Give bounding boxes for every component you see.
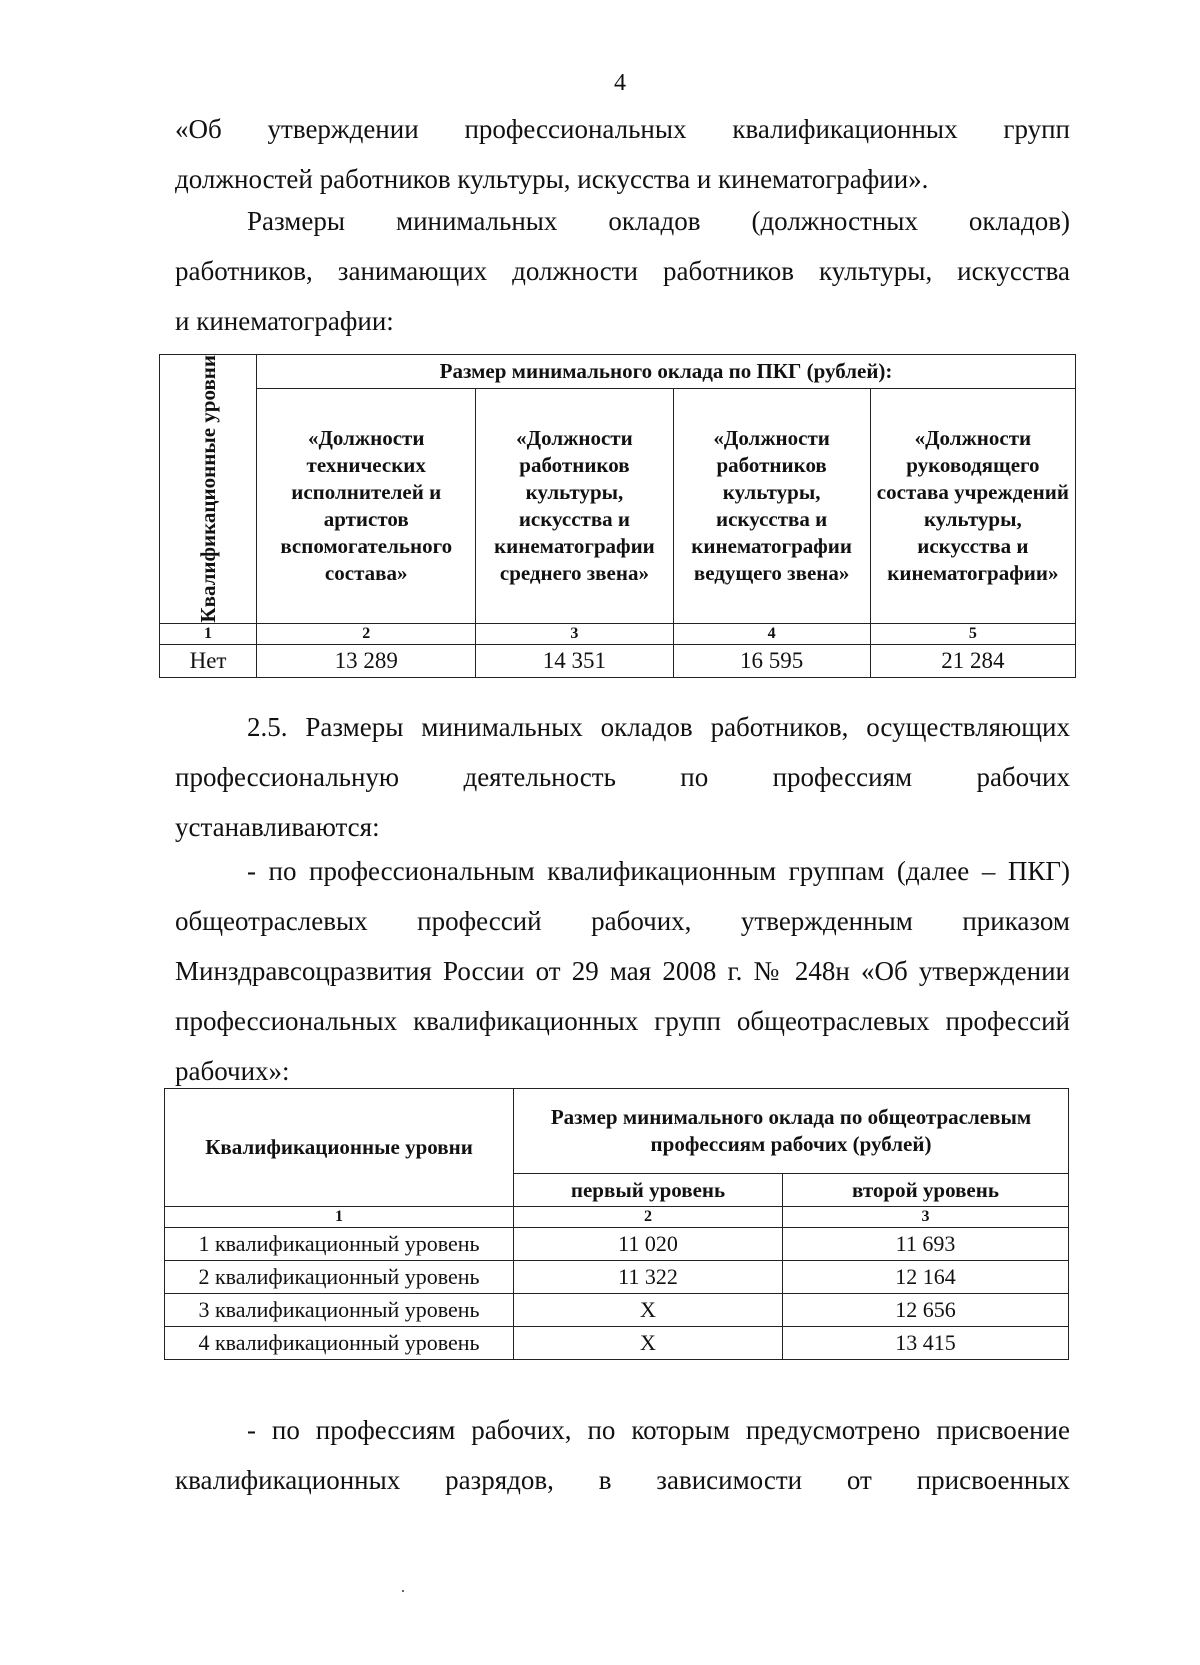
- text-line: - по профессиям рабочих, по которым предусмотрено присвоение: [247, 1415, 1070, 1445]
- table-row: [165, 1261, 1069, 1294]
- table-cell: 3 квалификационный уровень: [165, 1294, 514, 1327]
- column-header: «Должности технических исполнителей и артистов вспомогательного состава»: [257, 389, 476, 623]
- column-number: 2: [257, 623, 476, 644]
- table-cell: Х: [514, 1294, 783, 1327]
- text-line: «Об утверждении профессиональных квалификационных групп: [175, 114, 1070, 144]
- table-row: [165, 1228, 1069, 1261]
- table-cell: 13 415: [783, 1327, 1069, 1360]
- table-cell: 21 284: [870, 644, 1075, 677]
- column-header: «Должности работников культуры, искусства и кинематографии среднего звена»: [476, 389, 673, 623]
- table-cell: 12 164: [783, 1261, 1069, 1294]
- table-cell: 13 289: [257, 644, 476, 677]
- table-cell: 16 595: [673, 644, 870, 677]
- table-cell: 11 693: [783, 1228, 1069, 1261]
- text-line: общеотраслевых профессий рабочих, утвержденным приказом: [175, 906, 1070, 936]
- text-line: - по профессиональным квалификационным группам (далее – ПКГ): [247, 856, 1070, 886]
- table-cell: 1 квалификационный уровень: [165, 1228, 514, 1261]
- qualification-levels-header: Квалификационные уровни: [160, 355, 257, 624]
- workers-salary-table: [164, 1088, 1069, 1360]
- text-line: профессиональную деятельность по профессиям рабочих: [175, 762, 1070, 792]
- column-number: 1: [160, 623, 257, 644]
- sub-header: второй уровень: [783, 1174, 1069, 1207]
- table-row: [160, 644, 1076, 677]
- column-number: 4: [673, 623, 870, 644]
- group-header: Размер минимального оклада по общеотраслевым профессиям рабочих (рублей): [514, 1089, 1069, 1174]
- text-line: рабочих»:: [175, 1056, 290, 1086]
- text-line: Размеры минимальных окладов (должностных окладов): [247, 206, 1070, 236]
- qualification-levels-header: Квалификационные уровни: [165, 1089, 514, 1207]
- scan-speck: [402, 1590, 404, 1592]
- table-row: [165, 1294, 1069, 1327]
- text-line: Минздравсоцразвития России от 29 мая 2008 г. № 248н «Об утверждении: [175, 956, 1070, 986]
- table-cell: 2 квалификационный уровень: [165, 1261, 514, 1294]
- text-line: профессиональных квалификационных групп общеотраслевых профессий: [175, 1006, 1070, 1036]
- table-cell: 4 квалификационный уровень: [165, 1327, 514, 1360]
- text-line: 2.5. Размеры минимальных окладов работников, осуществляющих: [247, 712, 1070, 742]
- text-line: работников, занимающих должности работников культуры, искусства: [175, 256, 1070, 286]
- sub-header: первый уровень: [514, 1174, 783, 1207]
- text-line: и кинематографии:: [175, 306, 394, 336]
- culture-salary-table: [159, 354, 1076, 678]
- table-cell: 11 322: [514, 1261, 783, 1294]
- column-number: 1: [165, 1207, 514, 1228]
- table-cell: 11 020: [514, 1228, 783, 1261]
- column-number: 5: [870, 623, 1075, 644]
- page-number: 4: [614, 70, 626, 96]
- table-row: [165, 1327, 1069, 1360]
- paragraph-ranked-workers: [175, 1405, 1070, 1505]
- paragraph-pkg-workers: [175, 846, 1070, 1096]
- table-cell: 12 656: [783, 1294, 1069, 1327]
- table-cell: Нет: [160, 644, 257, 677]
- text-line: квалификационных разрядов, в зависимости от присвоенных: [175, 1465, 1070, 1495]
- column-number: 3: [476, 623, 673, 644]
- paragraph-intro: [175, 104, 1070, 204]
- paragraph-2-5: [175, 702, 1070, 852]
- table-cell: Х: [514, 1327, 783, 1360]
- column-header: «Должности руководящего состава учреждений культуры, искусства и кинематографии»: [870, 389, 1075, 623]
- column-number: 3: [783, 1207, 1069, 1228]
- column-number: 2: [514, 1207, 783, 1228]
- column-header: «Должности работников культуры, искусства и кинематографии ведущего звена»: [673, 389, 870, 623]
- pkg-group-header: Размер минимального оклада по ПКГ (рублей):: [257, 355, 1076, 389]
- table-cell: 14 351: [476, 644, 673, 677]
- text-line: должностей работников культуры, искусства и кинематографии».: [175, 164, 929, 194]
- paragraph-culture-salaries: [175, 196, 1070, 346]
- text-line: устанавливаются:: [175, 812, 380, 842]
